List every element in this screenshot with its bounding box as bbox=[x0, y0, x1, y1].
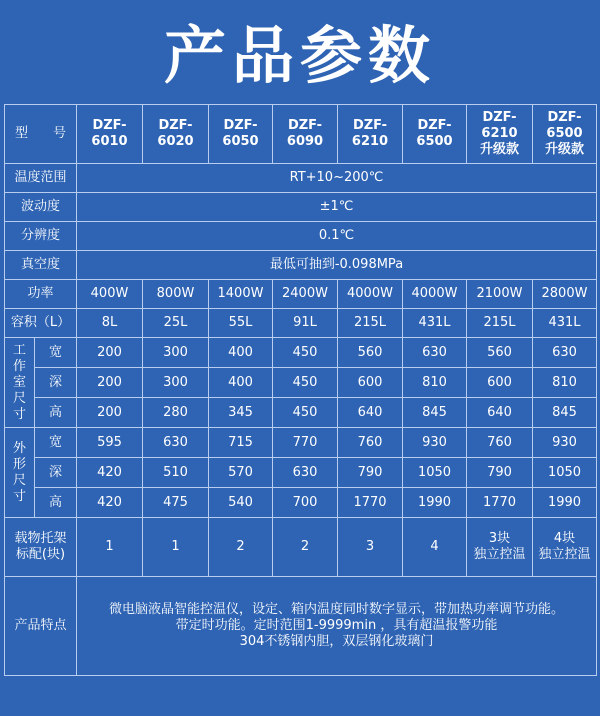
vacuum-row bbox=[5, 251, 597, 280]
dim-cell: 600 bbox=[338, 368, 403, 398]
volume-cell: 215L bbox=[467, 309, 533, 338]
model-cell: DZF-6210 bbox=[338, 105, 403, 164]
tray-cell: 3块 独立控温 bbox=[467, 518, 533, 577]
dim-label: 高 bbox=[35, 488, 77, 518]
volume-cell: 8L bbox=[77, 309, 143, 338]
feature-line: 微电脑液晶智能控温仪，设定、箱内温度同时数字显示，带加热功率调节功能。 bbox=[108, 602, 564, 617]
dim-label: 宽 bbox=[35, 428, 77, 458]
dim-cell: 600 bbox=[467, 368, 533, 398]
dim-cell: 400 bbox=[209, 338, 273, 368]
chamber-width-row bbox=[5, 338, 597, 368]
dim-cell: 540 bbox=[209, 488, 273, 518]
row-label: 产品特点 bbox=[5, 577, 77, 676]
dim-cell: 1050 bbox=[403, 458, 467, 488]
dim-cell: 560 bbox=[338, 338, 403, 368]
dim-cell: 300 bbox=[143, 368, 209, 398]
dim-cell: 1050 bbox=[533, 458, 597, 488]
dim-label: 宽 bbox=[35, 338, 77, 368]
dim-cell: 475 bbox=[143, 488, 209, 518]
tray-cell: 4块 独立控温 bbox=[533, 518, 597, 577]
dim-label: 高 bbox=[35, 398, 77, 428]
dim-label: 深 bbox=[35, 458, 77, 488]
chamber-group-label: 工作室尺寸 bbox=[5, 338, 35, 428]
dim-cell: 200 bbox=[77, 398, 143, 428]
dim-cell: 790 bbox=[338, 458, 403, 488]
dim-cell: 760 bbox=[338, 428, 403, 458]
power-cell: 800W bbox=[143, 280, 209, 309]
fluctuation-row bbox=[5, 193, 597, 222]
power-cell: 2800W bbox=[533, 280, 597, 309]
dim-cell: 630 bbox=[143, 428, 209, 458]
dim-cell: 930 bbox=[533, 428, 597, 458]
power-row bbox=[5, 280, 597, 309]
dim-cell: 930 bbox=[403, 428, 467, 458]
shared-value: 0.1℃ bbox=[77, 222, 597, 251]
volume-cell: 431L bbox=[533, 309, 597, 338]
tray-row bbox=[5, 518, 597, 577]
model-cell: DZF-6010 bbox=[77, 105, 143, 164]
power-cell: 2100W bbox=[467, 280, 533, 309]
dim-cell: 810 bbox=[533, 368, 597, 398]
model-header-row bbox=[5, 105, 597, 164]
power-cell: 1400W bbox=[209, 280, 273, 309]
tray-cell: 2 bbox=[209, 518, 273, 577]
row-label: 真空度 bbox=[5, 251, 77, 280]
power-cell: 4000W bbox=[403, 280, 467, 309]
dim-cell: 1990 bbox=[403, 488, 467, 518]
power-cell: 4000W bbox=[338, 280, 403, 309]
volume-cell: 55L bbox=[209, 309, 273, 338]
dim-cell: 570 bbox=[209, 458, 273, 488]
dim-cell: 810 bbox=[403, 368, 467, 398]
dim-cell: 630 bbox=[273, 458, 338, 488]
model-cell: DZF-6210 升级款 bbox=[467, 105, 533, 164]
model-header-label bbox=[5, 105, 77, 164]
row-label: 载物托架 标配(块) bbox=[5, 518, 77, 577]
row-label: 容积（L） bbox=[5, 309, 77, 338]
shared-value: 最低可抽到-0.098MPa bbox=[77, 251, 597, 280]
dim-cell: 595 bbox=[77, 428, 143, 458]
dim-cell: 450 bbox=[273, 338, 338, 368]
dim-cell: 450 bbox=[273, 398, 338, 428]
dim-cell: 420 bbox=[77, 488, 143, 518]
shared-value: RT+10~200℃ bbox=[77, 164, 597, 193]
dim-cell: 790 bbox=[467, 458, 533, 488]
dim-cell: 400 bbox=[209, 368, 273, 398]
volume-cell: 431L bbox=[403, 309, 467, 338]
dim-cell: 200 bbox=[77, 338, 143, 368]
dim-label: 深 bbox=[35, 368, 77, 398]
dim-cell: 345 bbox=[209, 398, 273, 428]
model-cell: DZF-6500 升级款 bbox=[533, 105, 597, 164]
volume-cell: 25L bbox=[143, 309, 209, 338]
chamber-depth-row bbox=[5, 368, 597, 398]
model-cell: DZF-6500 bbox=[403, 105, 467, 164]
dim-cell: 1770 bbox=[467, 488, 533, 518]
model-label-char: 号 bbox=[52, 126, 66, 141]
dim-cell: 1770 bbox=[338, 488, 403, 518]
dim-cell: 1990 bbox=[533, 488, 597, 518]
outer-group-label: 外形尺寸 bbox=[5, 428, 35, 518]
power-cell: 2400W bbox=[273, 280, 338, 309]
shared-value: ±1℃ bbox=[77, 193, 597, 222]
model-cell: DZF-6020 bbox=[143, 105, 209, 164]
tray-cell: 2 bbox=[273, 518, 338, 577]
tray-cell: 4 bbox=[403, 518, 467, 577]
row-label: 分辨度 bbox=[5, 222, 77, 251]
page-title: 产品参数 bbox=[163, 19, 436, 92]
dim-cell: 280 bbox=[143, 398, 209, 428]
temperature-range-row bbox=[5, 164, 597, 193]
row-label: 功率 bbox=[5, 280, 77, 309]
volume-cell: 91L bbox=[273, 309, 338, 338]
dim-cell: 770 bbox=[273, 428, 338, 458]
dim-cell: 450 bbox=[273, 368, 338, 398]
chamber-height-row bbox=[5, 398, 597, 428]
outer-height-row bbox=[5, 488, 597, 518]
model-label-char: 型 bbox=[15, 126, 29, 141]
outer-depth-row bbox=[5, 458, 597, 488]
dim-cell: 560 bbox=[467, 338, 533, 368]
dim-cell: 845 bbox=[403, 398, 467, 428]
features-row bbox=[5, 577, 597, 676]
volume-cell: 215L bbox=[338, 309, 403, 338]
dim-cell: 630 bbox=[533, 338, 597, 368]
dim-cell: 510 bbox=[143, 458, 209, 488]
dim-cell: 760 bbox=[467, 428, 533, 458]
dim-cell: 715 bbox=[209, 428, 273, 458]
outer-width-row bbox=[5, 428, 597, 458]
row-label: 波动度 bbox=[5, 193, 77, 222]
spec-table bbox=[4, 104, 597, 676]
dim-cell: 845 bbox=[533, 398, 597, 428]
dim-cell: 630 bbox=[403, 338, 467, 368]
dim-cell: 420 bbox=[77, 458, 143, 488]
resolution-row bbox=[5, 222, 597, 251]
row-label: 温度范围 bbox=[5, 164, 77, 193]
tray-cell: 1 bbox=[77, 518, 143, 577]
dim-cell: 200 bbox=[77, 368, 143, 398]
tray-cell: 3 bbox=[338, 518, 403, 577]
model-cell: DZF-6090 bbox=[273, 105, 338, 164]
dim-cell: 300 bbox=[143, 338, 209, 368]
model-cell: DZF-6050 bbox=[209, 105, 273, 164]
feature-line: 带定时功能。定时范围1-9999min ，具有超温报警功能 bbox=[175, 618, 498, 633]
dim-cell: 640 bbox=[338, 398, 403, 428]
power-cell: 400W bbox=[77, 280, 143, 309]
feature-line: 304不锈钢内胆，双层钢化玻璃门 bbox=[239, 634, 434, 649]
features-text bbox=[77, 577, 597, 676]
dim-cell: 640 bbox=[467, 398, 533, 428]
dim-cell: 700 bbox=[273, 488, 338, 518]
tray-cell: 1 bbox=[143, 518, 209, 577]
volume-row bbox=[5, 309, 597, 338]
